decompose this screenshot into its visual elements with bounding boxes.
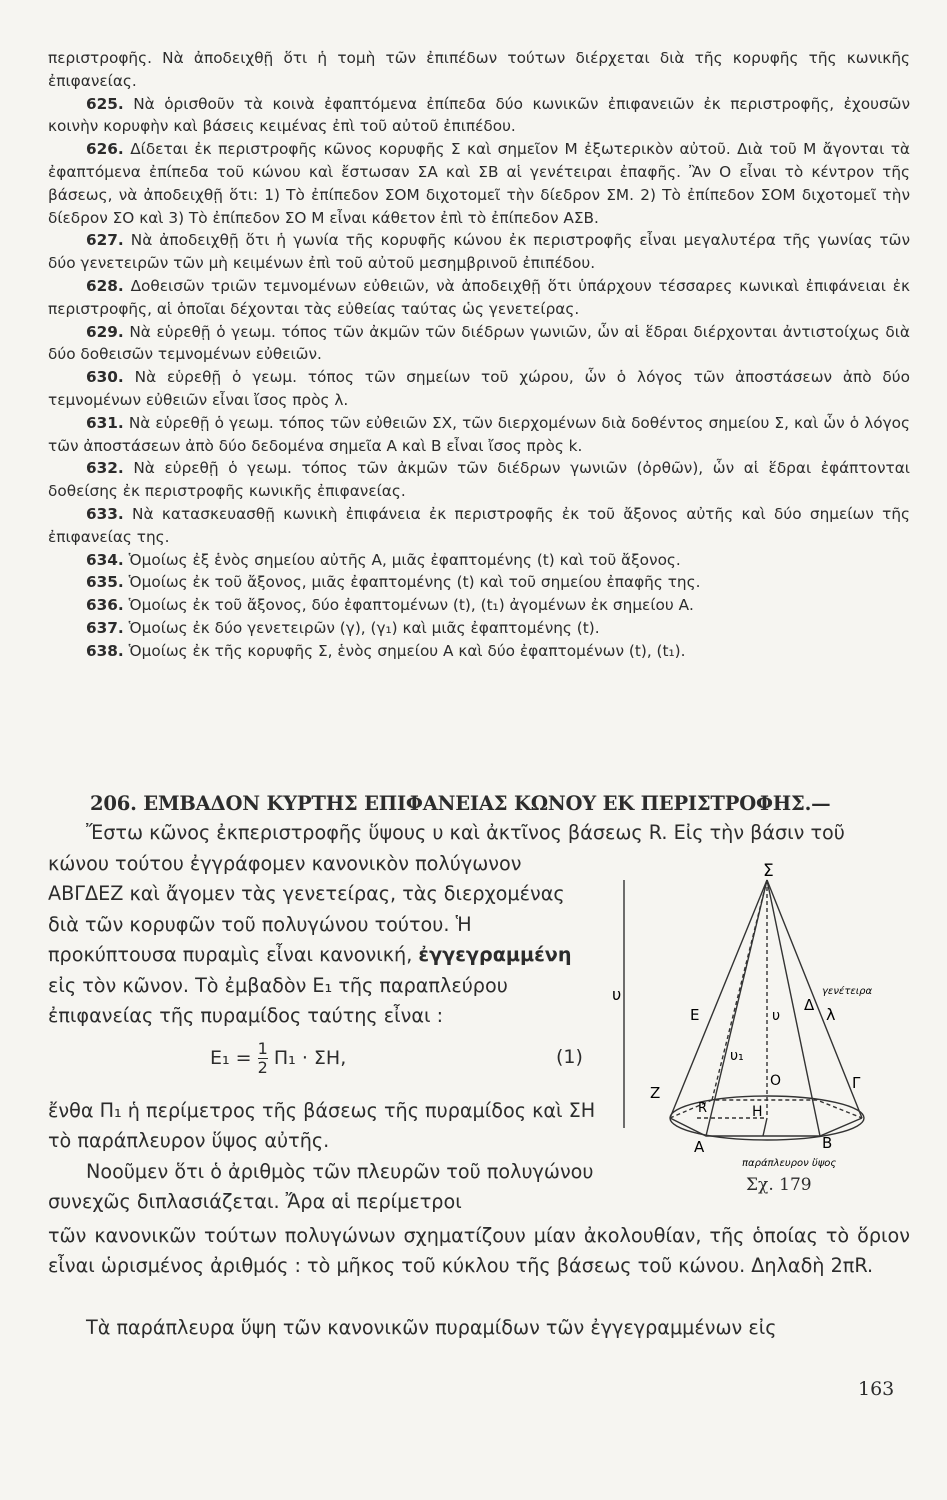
exercise-634 (48, 549, 910, 572)
exercise-626 (48, 138, 910, 229)
label-generatrix: γενέτειρα (822, 986, 873, 997)
exercise-text: Νὰ εὑρεθῇ ὁ γεωμ. τόπος τῶν ἀκμῶν τῶν διέδρων γωνιῶν (ὀρθῶν), ὧν αἱ ἕδραι ἐφάπτονται δοθείσης ἐκ περιστροφῆς κωνικῆς ἐπιφανείας. (48, 459, 910, 501)
page-number: 163 (858, 1378, 895, 1400)
bold-term: ἐγγεγραμμένη (418, 943, 572, 967)
section-paragraph-2 (48, 1096, 596, 1218)
label-Gamma: Γ (852, 1074, 861, 1092)
section-paragraph-1-narrow: κώνου τούτου ἐγγράφομεν κανονικὸν πολύγωνον ΑΒΓΔΕΖ καὶ ἄγομεν τὰς γενετείρας, τὰς διερχομένας διὰ τῶν κορυφῶν τοῦ πολυγώνου τούτου. Ἡ προκύπτουσα πυραμὶς εἶναι κανονική, ἐγγεγραμμένη εἰς τὸν κῶνον. Τὸ ἐμβαδὸν E₁ τῆς παραπλεύρου ἐπιφανείας τῆς πυραμίδος ταύτης εἶναι : (48, 852, 572, 1028)
exercise-number: 625. (86, 94, 124, 113)
exercise-number: 638. (86, 641, 124, 660)
formula-rhs: Π₁ · ΣΗ, (273, 1047, 347, 1069)
exercise-text: Νὰ κατασκευασθῇ κωνικὴ ἐπιφάνεια ἐκ περιστροφῆς ἐκ τοῦ ἄξονος αὐτῆς καὶ δύο σημείων τῆς ἐπιφανείας της. (48, 504, 910, 546)
label-lambda: λ (826, 1005, 836, 1024)
paragraph-4: Τὰ παράπλευρα ὕψη τῶν κανονικῶν πυραμίδων τῶν ἐγγεγραμμένων εἰς (86, 1316, 777, 1339)
exercise-627 (48, 229, 910, 275)
exercise-629 (48, 321, 910, 367)
exercise-636 (48, 594, 910, 617)
formula-1 (210, 1039, 583, 1077)
formula-fraction (258, 1040, 268, 1077)
paragraph-3-narrow: Νοοῦμεν ὅτι ὁ ἀριθμὸς τῶν πλευρῶν τοῦ πολυγώνου συνεχῶς διπλασιάζεται. Ἄρα αἱ περίμετροι (48, 1159, 594, 1214)
fraction-numerator: 1 (257, 1039, 268, 1058)
label-slant-height: παράπλευρον ὕψος (742, 1158, 837, 1169)
exercise-number: 632. (86, 459, 124, 478)
exercise-number: 631. (86, 413, 124, 432)
apothem-line (763, 1118, 767, 1136)
exercise-text: Ὁμοίως ἐξ ἑνὸς σημείου αὐτῆς Α, μιᾶς ἐφαπτομένης (t) καὶ τοῦ ἄξονος. (128, 550, 681, 569)
exercise-text: Δίδεται ἐκ περιστροφῆς κῶνος κορυφῆς Σ καὶ σημεῖον Μ ἐξωτερικὸν αὐτοῦ. Διὰ τοῦ Μ ἄγονται τὰ ἐφαπτόμενα ἐπίπεδα τοῦ κώνου καὶ ἔστωσαν ΣΑ καὶ ΣΒ αἱ γενέτειραι ἐπαφῆς. Ἂν Ο εἶναι τὸ κέντρον τῆς βάσεως, νὰ ἀποδειχθῇ ὅτι: 1) Τὸ ἐπίπεδον ΣΟΜ διχοτομεῖ τὴν δίεδρον ΣΜ. 2) Τὸ ἐπίπεδον ΣΟΜ διχοτομεῖ τὴν δίεδρον ΣΟ καὶ 3) Τὸ ἐπίπεδον ΣΟ Μ εἶναι κάθετον ἐπὶ τὸ ἐπίπεδον ΑΣΒ. (48, 140, 910, 227)
exercise-text: Ὁμοίως ἐκ τῆς κορυφῆς Σ, ἑνὸς σημείου Α καὶ δύο ἐφαπτομένων (t), (t₁). (128, 641, 686, 660)
exercise-635 (48, 571, 910, 594)
exercise-number: 629. (86, 322, 124, 341)
cone-figure (612, 860, 912, 1200)
label-center: O (770, 1073, 782, 1089)
label-E: E (690, 1006, 700, 1024)
cone-diagram (612, 860, 912, 1200)
exercise-630 (48, 366, 910, 412)
exercise-text: Δοθεισῶν τριῶν τεμνομένων εὐθειῶν, νὰ ἀποδειχθῇ ὅτι ὑπάρχουν τέσσαρες κωνικαὶ ἐπιφάνειαι ἐκ περιστροφῆς, αἱ ὁποῖαι δέχονται τὰς εὐθείας ταύτας ὡς γενετείρας. (48, 276, 910, 318)
exercise-text: Νὰ εὑρεθῇ ὁ γεωμ. τόπος τῶν σημείων τοῦ χώρου, ὧν ὁ λόγος τῶν ἀποστάσεων ἀπὸ δύο τεμνομένων εὐθειῶν εἶναι ἴσος πρὸς λ. (48, 368, 910, 409)
exercise-number: 627. (86, 231, 124, 250)
fraction-denominator: 2 (257, 1058, 268, 1077)
exercise-638 (48, 640, 910, 663)
exercise-text: Νὰ εὑρεθῇ ὁ γεωμ. τόπος τῶν εὐθειῶν ΣΧ, τῶν διερχομένων διὰ δοθέντος σημείου Σ, καὶ ὧν ὁ λόγος τῶν ἀποστάσεων ἀπὸ δύο δεδομένα σημεῖα Α καὶ Β εἶναι ἴσος πρὸς k. (48, 413, 910, 455)
label-A: A (694, 1138, 705, 1156)
exercise-continuation: περιστροφῆς. Νὰ ἀποδειχθῇ ὅτι ἡ τομὴ τῶν ἐπιπέδων τούτων διέρχεται διὰ τῆς κορυφῆς τῆς κωνικῆς ἐπιφανείας. (48, 49, 910, 90)
exercise-number: 633. (86, 504, 124, 523)
paragraph-2-text: ἔνθα Π₁ ἡ περίμετρος τῆς βάσεως τῆς πυραμίδος καὶ ΣΗ τὸ παράπλευρον ὕψος αὐτῆς. (48, 1099, 596, 1153)
formula-lhs: E₁ = (210, 1047, 252, 1069)
label-height: υ (612, 985, 622, 1004)
exercise-637 (48, 617, 910, 640)
generatrix-back (712, 880, 767, 1100)
exercise-text: Ὁμοίως ἐκ τοῦ ἄξονος, δύο ἐφαπτομένων (t), (t₁) ἀγομένων ἐκ σημείου Α. (128, 596, 694, 615)
exercise-text: Νὰ ὁρισθοῦν τὰ κοινὰ ἐφαπτόμενα ἐπίπεδα δύο κωνικῶν ἐπιφανειῶν ἐκ περιστροφῆς, ἐχουσῶν κοινὴν κορυφὴν καὶ βάσεις κειμένας ἐπὶ τοῦ αὐτοῦ ἐπιπέδου. (48, 94, 910, 136)
exercise-number: 628. (86, 276, 124, 295)
exercise-number: 635. (86, 573, 124, 592)
formula-number: (1) (556, 1046, 583, 1068)
label-height-inner: υ (772, 1008, 781, 1024)
exercise-628 (48, 275, 910, 321)
label-apex: Σ (763, 861, 774, 881)
label-radius: R (698, 1101, 708, 1116)
paragraph-first-line: Ἔστω κῶνος ἐκπεριστροφῆς ὕψους υ καὶ ἀκτῖνος βάσεως R. Εἰς τὴν βάσιν τοῦ (86, 821, 845, 844)
exercise-text: Νὰ εὑρεθῇ ὁ γεωμ. τόπος τῶν ἀκμῶν τῶν διέδρων γωνιῶν, ὧν αἱ ἕδραι διέρχονται ἀντιστοίχως διὰ δύο δοθεισῶν τεμνομένων εὐθειῶν. (48, 322, 910, 364)
label-foot: H (752, 1104, 763, 1120)
exercise-number: 636. (86, 596, 124, 615)
exercise-number: 626. (86, 140, 124, 159)
generatrix-right (767, 880, 862, 1118)
exercise-number: 630. (86, 368, 124, 387)
section-paragraph-1 (48, 818, 910, 848)
exercise-number: 637. (86, 618, 124, 637)
exercise-text: Ὁμοίως ἐκ δύο γενετειρῶν (γ), (γ₁) καὶ μιᾶς ἐφαπτομένης (t). (128, 618, 600, 637)
label-Z: Z (650, 1084, 661, 1102)
exercise-632 (48, 457, 910, 503)
figure-caption: Σχ. 179 (746, 1175, 812, 1195)
exercise-631 (48, 412, 910, 458)
label-u1: υ₁ (730, 1048, 744, 1064)
exercise-625 (48, 93, 910, 139)
label-Delta: Δ (804, 996, 815, 1014)
exercise-number: 634. (86, 550, 124, 569)
exercise-633 (48, 503, 910, 549)
exercise-text: Νὰ ἀποδειχθῇ ὅτι ἡ γωνία τῆς κορυφῆς κώνου ἐκ περιστροφῆς εἶναι μεγαλυτέρα τῆς γωνίας τῶν δύο γενετειρῶν τῶν μὴ κειμένων ἐπὶ τοῦ αὐτοῦ μεσημβρινοῦ ἐπιπέδου. (48, 231, 910, 273)
section-title: 206. ΕΜΒΑΔΟΝ ΚΥΡΤΗΣ ΕΠΙΦΑΝΕΙΑΣ ΚΩΝΟΥ ΕΚ ΠΕΡΙΣΤΡΟΦΗΣ.— (90, 792, 831, 815)
paragraph-3-full: τῶν κανονικῶν τούτων πολυγώνων σχηματίζουν μίαν ἀκολουθίαν, τῆς ὁποίας τὸ ὅριον εἶναι ὡρισμένος ἀριθμός : τὸ μῆκος τοῦ κύκλου τῆς βάσεως τοῦ κώνου. Δηλαδὴ 2πR. (48, 1224, 910, 1278)
label-B: B (822, 1134, 833, 1152)
exercise-text: Ὁμοίως ἐκ τοῦ ἄξονος, μιᾶς ἐφαπτομένης (t) καὶ τοῦ σημείου ἐπαφῆς της. (128, 573, 701, 592)
exercise-list (48, 47, 910, 663)
